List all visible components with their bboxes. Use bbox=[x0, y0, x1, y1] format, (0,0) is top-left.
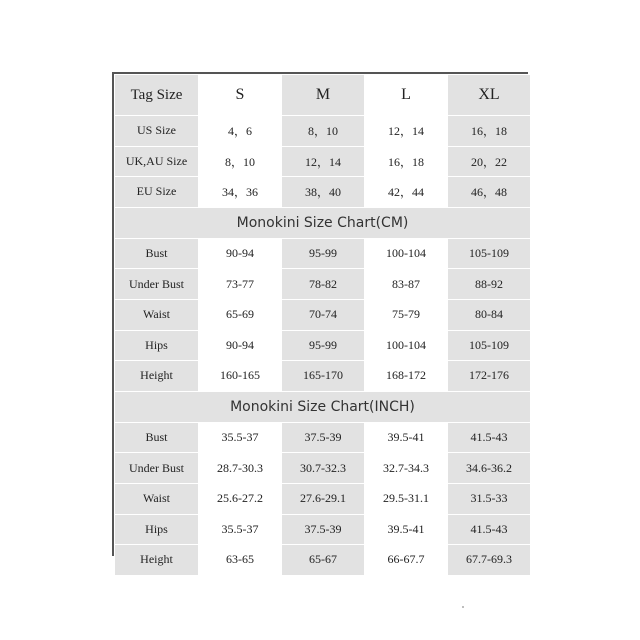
table-cell: 168-172 bbox=[365, 361, 448, 392]
table-row bbox=[115, 361, 531, 392]
table-cell: 16，18 bbox=[448, 116, 531, 147]
table-cell: 83-87 bbox=[365, 269, 448, 300]
row-label: Bust bbox=[115, 238, 199, 269]
table-cell: 37.5-39 bbox=[282, 422, 365, 453]
size-xl-header: XL bbox=[448, 75, 531, 116]
table-cell: 78-82 bbox=[282, 269, 365, 300]
inch-section-title: Monokini Size Chart(INCH) bbox=[115, 391, 531, 422]
table-cell: 41.5-43 bbox=[448, 422, 531, 453]
table-cell: 70-74 bbox=[282, 299, 365, 330]
row-label: EU Size bbox=[115, 177, 199, 208]
size-l-header: L bbox=[365, 75, 448, 116]
table-row bbox=[115, 483, 531, 514]
cm-section-title: Monokini Size Chart(CM) bbox=[115, 207, 531, 238]
table-row bbox=[115, 177, 531, 208]
table-cell: 39.5-41 bbox=[365, 514, 448, 545]
table-cell: 30.7-32.3 bbox=[282, 453, 365, 484]
table-row bbox=[115, 453, 531, 484]
table-row bbox=[115, 422, 531, 453]
table-cell: 35.5-37 bbox=[199, 514, 282, 545]
table-cell: 100-104 bbox=[365, 238, 448, 269]
row-label: Bust bbox=[115, 422, 199, 453]
row-label: Height bbox=[115, 545, 199, 576]
row-label: Hips bbox=[115, 330, 199, 361]
table-row bbox=[115, 545, 531, 576]
row-label: UK,AU Size bbox=[115, 146, 199, 177]
table-cell: 67.7-69.3 bbox=[448, 545, 531, 576]
table-cell: 20，22 bbox=[448, 146, 531, 177]
table-cell: 37.5-39 bbox=[282, 514, 365, 545]
table-cell: 12，14 bbox=[282, 146, 365, 177]
size-s-header: S bbox=[199, 75, 282, 116]
row-label: Waist bbox=[115, 299, 199, 330]
table-cell: 39.5-41 bbox=[365, 422, 448, 453]
table-cell: 65-67 bbox=[282, 545, 365, 576]
table-cell: 160-165 bbox=[199, 361, 282, 392]
table-cell: 29.5-31.1 bbox=[365, 483, 448, 514]
section-row bbox=[115, 207, 531, 238]
table-cell: 25.6-27.2 bbox=[199, 483, 282, 514]
table-cell: 73-77 bbox=[199, 269, 282, 300]
table-cell: 38，40 bbox=[282, 177, 365, 208]
table-row bbox=[115, 299, 531, 330]
table-cell: 8，10 bbox=[282, 116, 365, 147]
table-cell: 28.7-30.3 bbox=[199, 453, 282, 484]
table-row bbox=[115, 330, 531, 361]
table-cell: 88-92 bbox=[448, 269, 531, 300]
size-m-header: M bbox=[282, 75, 365, 116]
row-label: Under Bust bbox=[115, 453, 199, 484]
table-cell: 80-84 bbox=[448, 299, 531, 330]
table-row bbox=[115, 269, 531, 300]
table-cell: 100-104 bbox=[365, 330, 448, 361]
row-label: Under Bust bbox=[115, 269, 199, 300]
table-cell: 90-94 bbox=[199, 238, 282, 269]
table-cell: 34.6-36.2 bbox=[448, 453, 531, 484]
table-cell: 63-65 bbox=[199, 545, 282, 576]
table-cell: 27.6-29.1 bbox=[282, 483, 365, 514]
stray-dot bbox=[462, 606, 464, 608]
section-row bbox=[115, 391, 531, 422]
header-row bbox=[115, 75, 531, 116]
table-cell: 105-109 bbox=[448, 330, 531, 361]
table-cell: 75-79 bbox=[365, 299, 448, 330]
table-cell: 16，18 bbox=[365, 146, 448, 177]
table-row bbox=[115, 146, 531, 177]
table-cell: 66-67.7 bbox=[365, 545, 448, 576]
row-label: Waist bbox=[115, 483, 199, 514]
table-cell: 32.7-34.3 bbox=[365, 453, 448, 484]
table-cell: 35.5-37 bbox=[199, 422, 282, 453]
table-cell: 90-94 bbox=[199, 330, 282, 361]
table-cell: 65-69 bbox=[199, 299, 282, 330]
row-label: Height bbox=[115, 361, 199, 392]
table-cell: 95-99 bbox=[282, 238, 365, 269]
table-cell: 41.5-43 bbox=[448, 514, 531, 545]
table-row bbox=[115, 238, 531, 269]
table-cell: 172-176 bbox=[448, 361, 531, 392]
table-cell: 95-99 bbox=[282, 330, 365, 361]
table-cell: 105-109 bbox=[448, 238, 531, 269]
tag-size-header: Tag Size bbox=[115, 75, 199, 116]
table-row bbox=[115, 116, 531, 147]
row-label: US Size bbox=[115, 116, 199, 147]
table-cell: 42，44 bbox=[365, 177, 448, 208]
table-cell: 46，48 bbox=[448, 177, 531, 208]
size-chart bbox=[112, 72, 528, 567]
size-table bbox=[114, 74, 531, 576]
table-cell: 31.5-33 bbox=[448, 483, 531, 514]
table-cell: 34，36 bbox=[199, 177, 282, 208]
row-label: Hips bbox=[115, 514, 199, 545]
table-cell: 12，14 bbox=[365, 116, 448, 147]
table-cell: 8，10 bbox=[199, 146, 282, 177]
table-row bbox=[115, 514, 531, 545]
table-cell: 165-170 bbox=[282, 361, 365, 392]
table-cell: 4，6 bbox=[199, 116, 282, 147]
